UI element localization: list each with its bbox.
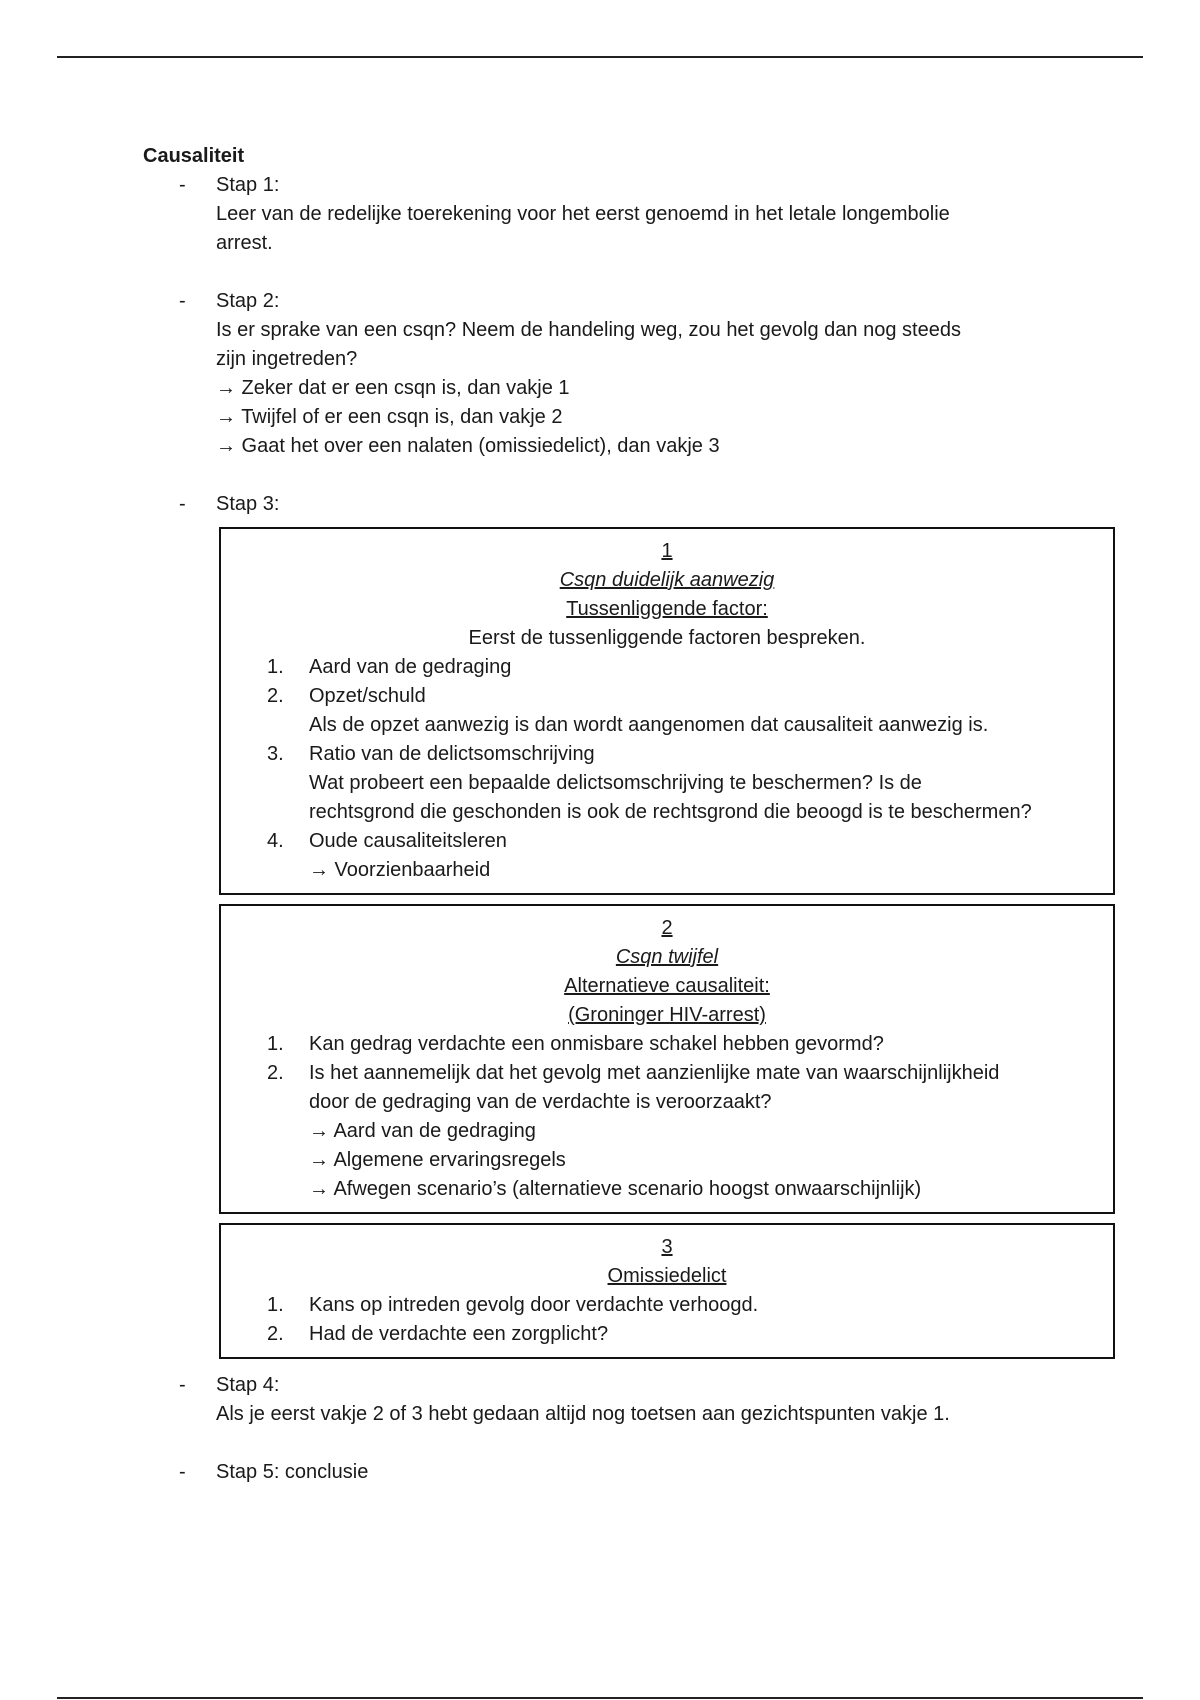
list-text: → Algemene ervaringsregels	[309, 1149, 566, 1171]
step-2-arrow-line: → Zeker dat er een csqn is, dan vakje 1	[216, 377, 570, 399]
list-number: 3.	[267, 743, 284, 765]
list-number: 1.	[267, 1294, 284, 1316]
list-item	[267, 1320, 1099, 1349]
step-4-line: Als je eerst vakje 2 of 3 hebt gedaan altijd nog toetsen aan gezichtspunten vakje 1.	[216, 1403, 950, 1425]
step-4	[143, 1371, 1143, 1429]
bullet-dash: -	[179, 1461, 186, 1483]
list-number: 1.	[267, 1033, 284, 1055]
box-1-intro: Eerst de tussenliggende factoren bespreken.	[468, 627, 866, 649]
step-1-line: Leer van de redelijke toerekening voor het eerst genoemd in het letale longembolie	[216, 203, 950, 225]
step-2	[143, 287, 1143, 461]
list-text: → Aard van de gedraging	[309, 1120, 536, 1142]
bullet-dash: -	[179, 493, 186, 515]
step-2-line: zijn ingetreden?	[216, 348, 358, 370]
step-3	[143, 490, 1143, 519]
list-text: Kans op intreden gevolg door verdachte verhoogd.	[309, 1294, 759, 1316]
box-1-number: 1	[661, 540, 673, 562]
header-rule	[57, 56, 1143, 58]
list-text: → Afwegen scenario’s (alternatieve scenario hoogst onwaarschijnlijk)	[309, 1178, 922, 1200]
list-item	[267, 1030, 1099, 1059]
box-1-list	[267, 653, 1099, 885]
list-number: 4.	[267, 830, 284, 852]
step-2-arrow-line: → Twijfel of er een csqn is, dan vakje 2	[216, 406, 563, 428]
box-3-number: 3	[661, 1236, 673, 1258]
box-2-heading-2: (Groninger HIV-arrest)	[568, 1004, 766, 1026]
step-4-label: Stap 4:	[216, 1374, 280, 1396]
step-5	[143, 1458, 1143, 1487]
box-3-list	[267, 1291, 1099, 1349]
list-text: Als de opzet aanwezig is dan wordt aangenomen dat causaliteit aanwezig is.	[309, 714, 989, 736]
list-number: 2.	[267, 685, 284, 707]
list-text: door de gedraging van de verdachte is veroorzaakt?	[309, 1091, 772, 1113]
list-number: 2.	[267, 1323, 284, 1345]
step-3-label: Stap 3:	[216, 493, 280, 515]
list-item	[267, 1059, 1099, 1204]
box-1-subtitle: Csqn duidelijk aanwezig	[559, 569, 775, 591]
box-2	[219, 904, 1115, 1214]
step-1	[143, 171, 1143, 258]
list-text: Kan gedrag verdachte een onmisbare schakel hebben gevormd?	[309, 1033, 884, 1055]
box-3	[219, 1223, 1115, 1359]
bullet-dash: -	[179, 290, 186, 312]
box-1	[219, 527, 1115, 895]
step-2-arrow-line: → Gaat het over een nalaten (omissiedelict), dan vakje 3	[216, 435, 720, 457]
list-text: Wat probeert een bepaalde delictsomschrijving te beschermen? Is de	[309, 772, 922, 794]
box-2-number: 2	[661, 917, 673, 939]
list-item	[267, 653, 1099, 682]
document-body	[143, 142, 1143, 1487]
list-number: 2.	[267, 1062, 284, 1084]
step-1-line: arrest.	[216, 232, 273, 254]
box-2-list	[267, 1030, 1099, 1204]
box-1-heading: Tussenliggende factor:	[566, 598, 768, 620]
list-number: 1.	[267, 656, 284, 678]
box-2-subtitle: Csqn twijfel	[615, 946, 719, 968]
page-title: Causaliteit	[143, 145, 245, 167]
list-item	[267, 1291, 1099, 1320]
list-item	[267, 827, 1099, 885]
bullet-dash: -	[179, 1374, 186, 1396]
footer-rule	[57, 1697, 1143, 1699]
list-text: Had de verdachte een zorgplicht?	[309, 1323, 609, 1345]
list-text: rechtsgrond die geschonden is ook de rechtsgrond die beoogd is te beschermen?	[309, 801, 1032, 823]
list-text: Aard van de gedraging	[309, 656, 512, 678]
list-item	[267, 682, 1099, 740]
box-3-heading: Omissiedelict	[607, 1265, 727, 1287]
list-text: Is het aannemelijk dat het gevolg met aanzienlijke mate van waarschijnlijkheid	[309, 1062, 1000, 1084]
list-text: → Voorzienbaarheid	[309, 859, 491, 881]
step-1-label: Stap 1:	[216, 174, 280, 196]
step-5-label: Stap 5: conclusie	[216, 1461, 369, 1483]
list-text: Ratio van de delictsomschrijving	[309, 743, 595, 765]
list-text: Oude causaliteitsleren	[309, 830, 507, 852]
list-text: Opzet/schuld	[309, 685, 426, 707]
step-2-label: Stap 2:	[216, 290, 280, 312]
box-2-heading: Alternatieve causaliteit:	[564, 975, 770, 997]
list-item	[267, 740, 1099, 827]
step-2-line: Is er sprake van een csqn? Neem de handeling weg, zou het gevolg dan nog steeds	[216, 319, 961, 341]
bullet-dash: -	[179, 174, 186, 196]
